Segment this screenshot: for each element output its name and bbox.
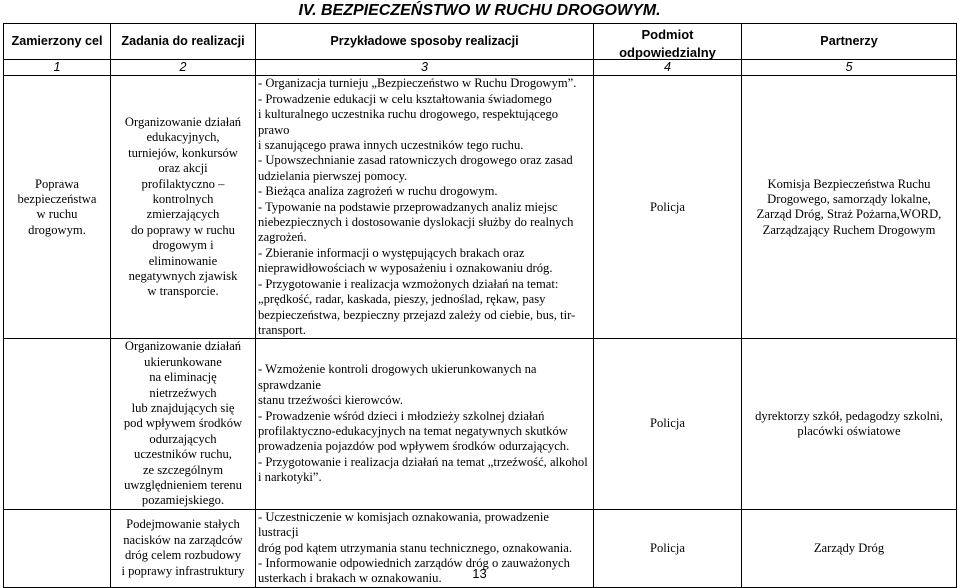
task-line: eliminowanie	[148, 253, 218, 268]
task-line: kontrolnych	[152, 191, 214, 206]
column-number-3: 3	[256, 60, 594, 76]
method-line: udzielania pierwszej pomocy.	[258, 168, 408, 183]
responsible-cell: Policja	[594, 509, 742, 587]
partner-line: Zarządzający Ruchem Drogowym	[762, 222, 936, 237]
method-line: - Prowadzenie wśród dzieci i młodzieży szkolnej działań	[258, 408, 545, 423]
column-number-4: 4	[594, 60, 742, 76]
task-line: uczestników ruchu,	[134, 447, 232, 462]
table-row	[4, 76, 957, 339]
action-plan-table	[3, 23, 957, 588]
responsible-cell: Policja	[594, 339, 742, 509]
task-line: edukacyjnych,	[146, 130, 220, 145]
method-line: „prędkość, radar, kaskada, pieszy, jednoślad, rękaw, pasy	[258, 292, 546, 307]
method-line: - Przygotowanie i realizacja działań na temat „trzeźwość, alkohol	[258, 454, 588, 469]
goal-line: w ruchu	[36, 207, 78, 222]
page-number: 13	[472, 566, 487, 581]
column-number-1: 1	[4, 60, 111, 76]
header-partners: Partnerzy	[742, 24, 957, 60]
partner-line: Zarząd Dróg, Straż Pożarna,WORD,	[756, 207, 942, 222]
task-line: do poprawy w ruchu	[131, 222, 235, 237]
task-line: pod wpływem środków	[123, 416, 243, 431]
task-line: odurzających	[149, 431, 217, 446]
column-number-2: 2	[111, 60, 256, 76]
method-line: nieprawidłowościach w wyposażeniu i oznakowaniu dróg.	[258, 261, 553, 276]
methods-cell	[256, 76, 594, 339]
partner-line: Komisja Bezpieczeństwa Ruchu	[767, 176, 931, 191]
method-line: - Przygotowanie i realizacja wzmożonych działań na temat:	[258, 276, 559, 291]
method-line: dróg pod kątem utrzymania stanu technicznego, oznakowania.	[258, 540, 573, 555]
method-line: - Typowanie na podstawie przeprowadzanych analiz miejsc	[258, 199, 558, 214]
header-goal: Zamierzony cel	[4, 24, 111, 60]
method-line: zagrożeń.	[258, 230, 307, 245]
task-line: dróg celem rozbudowy	[124, 548, 242, 563]
method-line: - Zbieranie informacji o występujących brakach oraz	[258, 245, 525, 260]
task-line: i poprawy infrastruktury	[121, 563, 245, 578]
task-line: w transporcie.	[147, 284, 219, 299]
task-line: ze szczególnym	[142, 462, 224, 477]
task-line: na eliminację	[149, 370, 217, 385]
method-line: transport.	[258, 322, 306, 337]
partner-line: placówki oświatowe	[797, 424, 901, 439]
goal-line: drogowym.	[28, 222, 86, 237]
method-line: i narkotyki”.	[258, 470, 322, 485]
method-line: niebezpiecznych i dostosowanie dyslokacji służby do realnych	[258, 215, 574, 230]
method-line: - Uczestniczenie w komisjach oznakowania, prowadzenie lustracji	[258, 509, 549, 540]
partners-cell	[742, 76, 957, 339]
methods-cell	[256, 339, 594, 509]
task-line: drogowym i	[152, 238, 214, 253]
method-line: stanu trzeźwości kierowców.	[258, 393, 404, 408]
table-row	[4, 339, 957, 509]
task-line: Organizowanie działań	[124, 339, 242, 354]
responsible-cell: Policja	[594, 76, 742, 339]
method-line: prowadzenia pojazdów pod wpływem środków odurzających.	[258, 439, 570, 454]
method-line: - Prowadzenie edukacji w celu kształtowania świadomego	[258, 91, 552, 106]
method-line: i kulturalnego uczestnika ruchu drogowego, respektującego prawo	[258, 107, 559, 137]
task-line: Podejmowanie stałych	[126, 517, 240, 532]
column-number-5: 5	[742, 60, 957, 76]
header-row	[4, 24, 957, 46]
method-line: profilaktyczno-edukacyjnych na temat negatywnych skutków	[258, 424, 568, 439]
task-line: nacisków na zarządców	[123, 532, 243, 547]
task-line: uwzględnieniem terenu	[124, 477, 242, 492]
task-line: ukierunkowane	[144, 354, 222, 369]
task-line: negatywnych zjawisk	[128, 268, 238, 283]
task-cell	[111, 76, 256, 339]
header-responsible-line1: Podmiot	[594, 24, 742, 46]
task-line: lub znajdujących się	[131, 400, 235, 415]
partner-line: Drogowego, samorządy lokalne,	[767, 191, 931, 206]
method-line: - Bieżąca analiza zagrożeń w ruchu drogowym.	[258, 184, 498, 199]
column-number-row	[4, 60, 957, 76]
method-line: - Upowszechnianie zasad ratowniczych drogowego oraz zasad	[258, 153, 573, 168]
method-line: i szanującego prawa innych uczestników tego ruchu.	[258, 138, 524, 153]
method-line: usterkach i brakach w oznakowaniu.	[258, 571, 442, 586]
partner-line: dyrektorzy szkół, pedagodzy szkolni,	[755, 408, 943, 423]
partner-line: Zarządy Dróg	[813, 540, 885, 555]
goal-cell-empty	[4, 339, 111, 509]
method-line: bezpieczeństwa, bezpieczny przejazd zależy od ciebie, bus, tir-	[258, 307, 576, 322]
partners-cell	[742, 339, 957, 509]
goal-line: Poprawa	[34, 176, 80, 191]
task-cell	[111, 339, 256, 509]
task-line: pozamiejskiego.	[141, 493, 225, 508]
header-responsible-line2: odpowiedzialny	[594, 46, 742, 60]
page-heading: IV. BEZPIECZEŃSTWO W RUCHU DROGOWYM.	[298, 2, 661, 19]
goal-line: bezpieczeństwa	[17, 191, 97, 206]
method-line: - Informowanie odpowiednich zarządów dróg o zauważonych	[258, 556, 570, 570]
task-line: nietrzeźwych	[149, 385, 217, 400]
method-line: - Organizacja turnieju „Bezpieczeństwo w Ruchu Drogowym”.	[258, 76, 577, 91]
task-line: Organizowanie działań	[124, 114, 242, 129]
goal-cell	[4, 76, 111, 339]
method-line: - Wzmożenie kontroli drogowych ukierunkowanych na sprawdzanie	[258, 362, 537, 392]
task-line: profilaktyczno –	[141, 176, 225, 191]
header-tasks: Zadania do realizacji	[111, 24, 256, 60]
header-methods: Przykładowe sposoby realizacji	[256, 24, 594, 60]
task-line: zmierzających	[146, 207, 220, 222]
task-line: turniejów, konkursów	[128, 145, 238, 160]
task-line: oraz akcji	[158, 161, 208, 176]
